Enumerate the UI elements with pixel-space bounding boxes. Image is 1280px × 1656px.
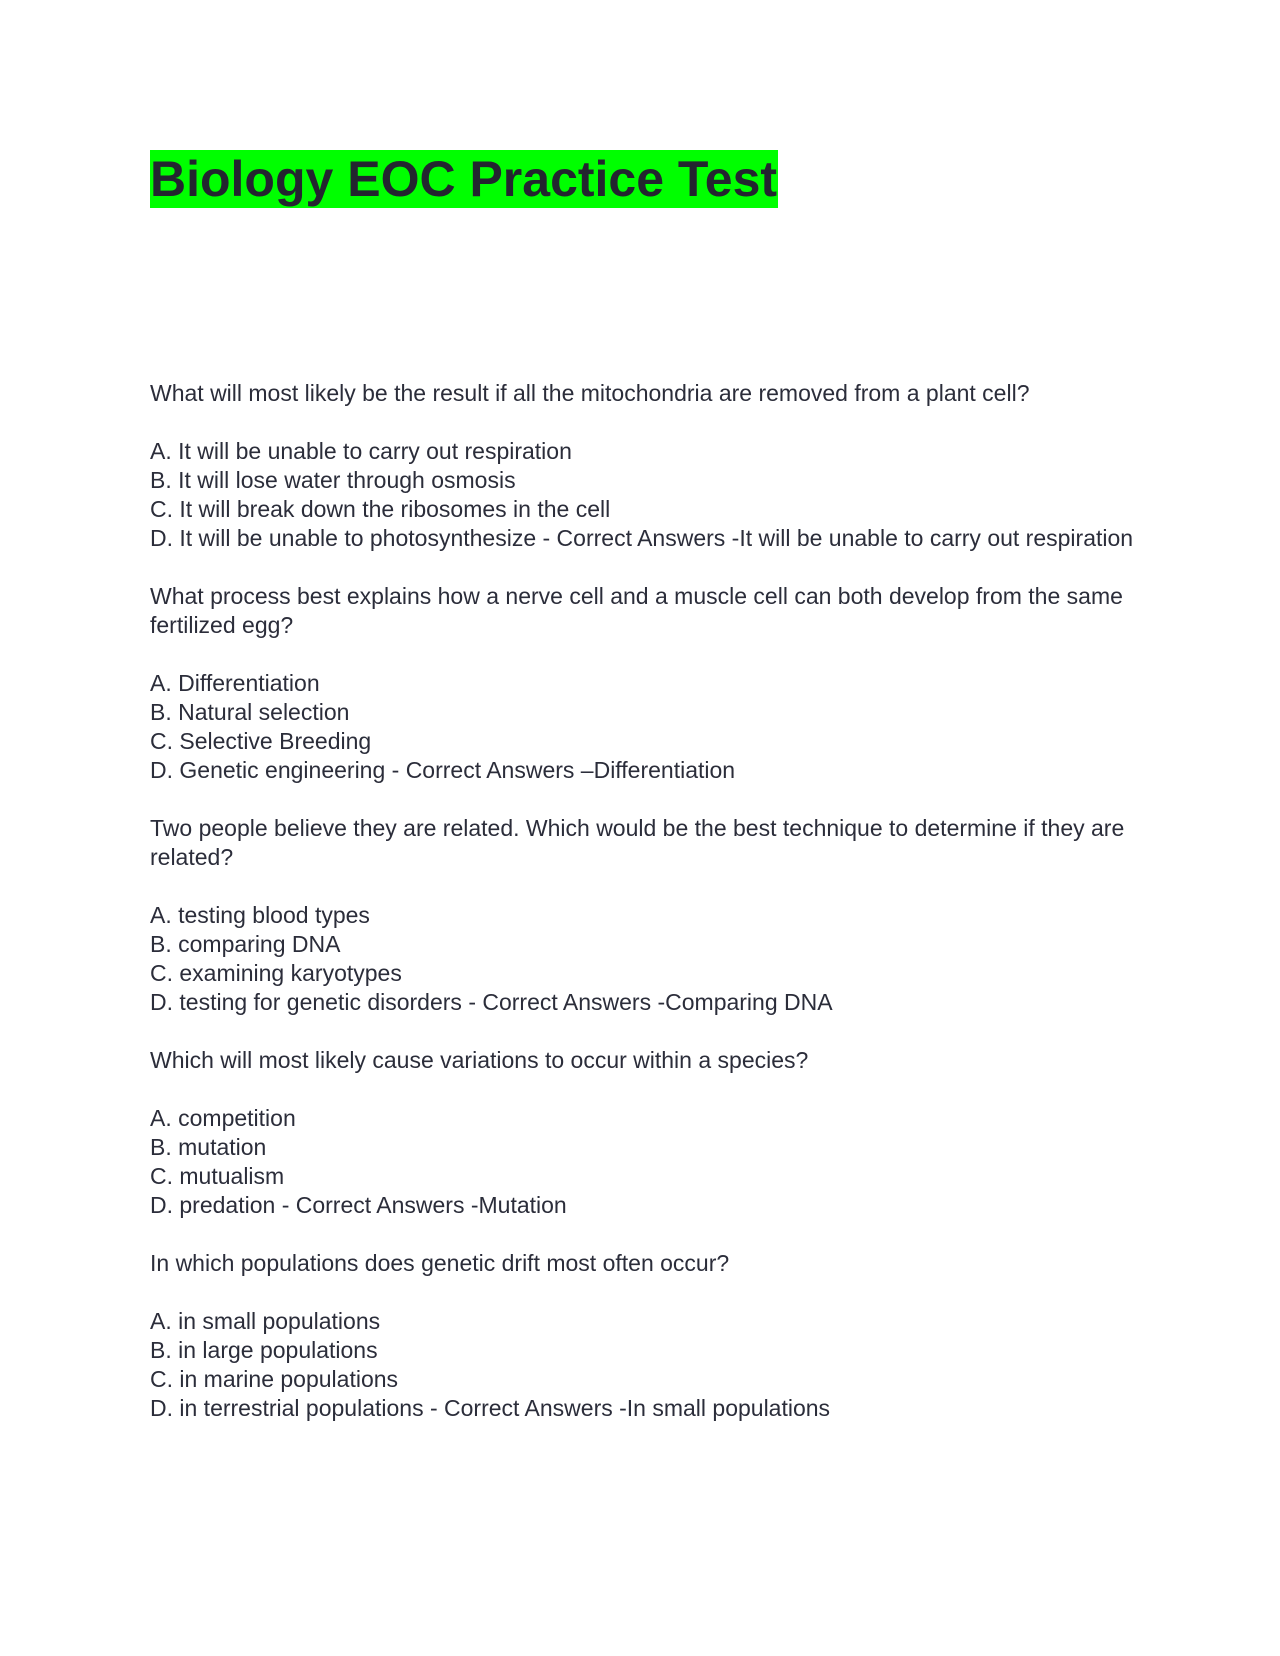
question-text: Which will most likely cause variations to occur within a species? <box>150 1047 809 1073</box>
answer-options <box>150 901 1135 1017</box>
answer-options <box>150 669 1135 785</box>
answer-option: C. examining karyotypes <box>150 960 402 986</box>
answer-option-with-correct-answer: D. It will be unable to photosynthesize - Correct Answers -It will be unable to carry out respiration <box>150 525 1134 551</box>
question-text: In which populations does genetic drift most often occur? <box>150 1250 730 1276</box>
answer-option: B. Natural selection <box>150 699 350 725</box>
answer-option: B. in large populations <box>150 1337 378 1363</box>
title-block <box>150 150 778 208</box>
answer-options <box>150 1307 1135 1423</box>
question-text: What will most likely be the result if all the mitochondria are removed from a plant cell? <box>150 380 1030 406</box>
answer-option: C. in marine populations <box>150 1366 399 1392</box>
question-block <box>150 582 1135 785</box>
answer-option: A. in small populations <box>150 1308 381 1334</box>
answer-option: C. Selective Breeding <box>150 728 372 754</box>
answer-option: C. It will break down the ribosomes in the cell <box>150 496 611 522</box>
answer-option: B. It will lose water through osmosis <box>150 467 516 493</box>
question-text: What process best explains how a nerve cell and a muscle cell can both develop from the same fertilized egg? <box>150 583 1123 638</box>
question-text: Two people believe they are related. Which would be the best technique to determine if they are related? <box>150 815 1125 870</box>
answer-option: A. testing blood types <box>150 902 370 928</box>
answer-option: C. mutualism <box>150 1163 285 1189</box>
answer-options <box>150 437 1135 553</box>
answer-option: A. Differentiation <box>150 670 320 696</box>
answer-options <box>150 1104 1135 1220</box>
answer-option: A. competition <box>150 1105 296 1131</box>
page-title: Biology EOC Practice Test <box>150 151 778 207</box>
answer-option-with-correct-answer: D. Genetic engineering - Correct Answers –Differentiation <box>150 757 736 783</box>
question-block <box>150 1249 1135 1423</box>
answer-option: B. mutation <box>150 1134 267 1160</box>
answer-option-with-correct-answer: D. predation - Correct Answers -Mutation <box>150 1192 567 1218</box>
answer-option-with-correct-answer: D. in terrestrial populations - Correct Answers -In small populations <box>150 1395 831 1421</box>
answer-option-with-correct-answer: D. testing for genetic disorders - Correct Answers -Comparing DNA <box>150 989 833 1015</box>
question-block <box>150 814 1135 1017</box>
answer-option: A. It will be unable to carry out respiration <box>150 438 572 464</box>
answer-option: B. comparing DNA <box>150 931 341 957</box>
question-block <box>150 379 1135 553</box>
question-block <box>150 1046 1135 1220</box>
questions-list <box>150 379 1135 1452</box>
